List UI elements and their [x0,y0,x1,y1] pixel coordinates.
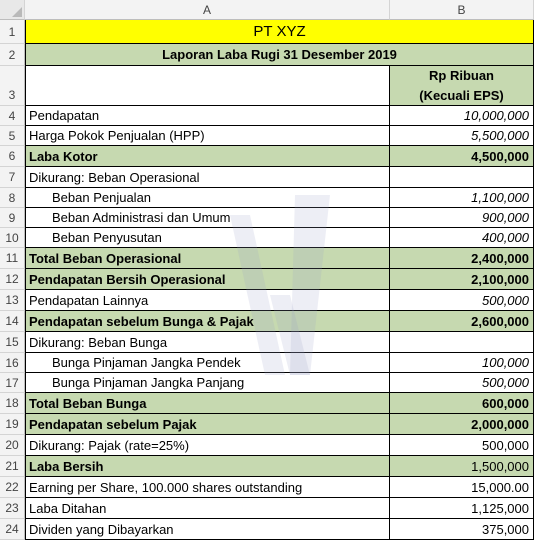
row-header[interactable]: 23 [0,498,25,519]
value-cell[interactable]: 100,000 [390,353,534,373]
table-row [25,106,534,126]
row-header[interactable]: 2 [0,44,25,66]
row-header[interactable]: 14 [0,311,25,332]
value-cell[interactable]: 500,000 [390,435,534,456]
table-row [25,248,534,269]
label-cell[interactable]: Pendapatan [25,106,390,126]
table-row [25,208,534,228]
value-cell[interactable] [390,332,534,353]
table-row [25,311,534,332]
row-header[interactable]: 15 [0,332,25,353]
label-cell[interactable]: Total Beban Operasional [25,248,390,269]
table-row [25,167,534,188]
row-header[interactable]: 5 [0,126,25,146]
value-cell[interactable]: 500,000 [390,290,534,311]
label-cell[interactable]: Beban Penjualan [25,188,390,208]
select-all-corner[interactable] [0,0,25,20]
row-header[interactable]: 1 [0,20,25,44]
table-row [25,126,534,146]
table-row [25,332,534,353]
table-row [25,66,534,106]
row-header[interactable]: 10 [0,228,25,248]
value-cell[interactable]: 600,000 [390,393,534,414]
row-header[interactable]: 18 [0,393,25,414]
row-header[interactable]: 17 [0,373,25,393]
table-row [25,188,534,208]
row-header[interactable]: 16 [0,353,25,373]
label-cell[interactable]: Dikurang: Pajak (rate=25%) [25,435,390,456]
label-cell[interactable]: Beban Administrasi dan Umum [25,208,390,228]
row-header[interactable]: 9 [0,208,25,228]
value-cell[interactable]: 400,000 [390,228,534,248]
label-cell[interactable]: Total Beban Bunga [25,393,390,414]
table-row [25,373,534,393]
select-all-icon [12,7,22,17]
value-cell[interactable]: 5,500,000 [390,126,534,146]
row-header[interactable]: 20 [0,435,25,456]
label-cell[interactable]: Dividen yang Dibayarkan [25,519,390,540]
label-cell[interactable]: Laba Ditahan [25,498,390,519]
row-header[interactable]: 21 [0,456,25,477]
value-cell[interactable]: 2,100,000 [390,269,534,290]
label-cell[interactable]: Pendapatan sebelum Bunga & Pajak [25,311,390,332]
unit-header-line2: (Kecuali EPS) [419,87,504,103]
unit-header-line1: Rp Ribuan [429,67,494,83]
table-row [25,20,534,44]
label-cell[interactable]: Earning per Share, 100.000 shares outstanding [25,477,390,498]
row-header[interactable]: 19 [0,414,25,435]
label-cell[interactable]: Laba Kotor [25,146,390,167]
company-title-cell[interactable]: PT XYZ [25,20,534,44]
value-cell[interactable]: 2,400,000 [390,248,534,269]
label-cell[interactable]: Bunga Pinjaman Jangka Pendek [25,353,390,373]
value-cell[interactable]: 2,600,000 [390,311,534,332]
label-cell[interactable]: Beban Penyusutan [25,228,390,248]
row-header[interactable]: 13 [0,290,25,311]
table-row [25,456,534,477]
value-cell[interactable]: 500,000 [390,373,534,393]
value-cell[interactable]: 4,500,000 [390,146,534,167]
value-cell[interactable]: 10,000,000 [390,106,534,126]
label-cell[interactable]: Laba Bersih [25,456,390,477]
label-cell[interactable]: Dikurang: Beban Bunga [25,332,390,353]
row-header[interactable]: 12 [0,269,25,290]
row-header[interactable]: 7 [0,167,25,188]
table-row [25,414,534,435]
row-header[interactable]: 6 [0,146,25,167]
value-cell[interactable]: 900,000 [390,208,534,228]
table-row [25,228,534,248]
column-header-a[interactable]: A [25,0,390,20]
label-cell[interactable]: Pendapatan sebelum Pajak [25,414,390,435]
value-cell[interactable]: 15,000.00 [390,477,534,498]
value-cell[interactable]: 1,500,000 [390,456,534,477]
table-row [25,290,534,311]
value-cell[interactable]: 2,000,000 [390,414,534,435]
value-cell[interactable] [390,167,534,188]
table-row [25,393,534,414]
cell-a3[interactable] [25,66,390,106]
label-cell[interactable]: Pendapatan Lainnya [25,290,390,311]
unit-header-cell[interactable] [390,66,534,106]
row-header[interactable]: 8 [0,188,25,208]
value-cell[interactable]: 375,000 [390,519,534,540]
label-cell[interactable]: Pendapatan Bersih Operasional [25,269,390,290]
row-header[interactable]: 24 [0,519,25,540]
table-row [25,498,534,519]
value-cell[interactable]: 1,100,000 [390,188,534,208]
label-cell[interactable]: Harga Pokok Penjualan (HPP) [25,126,390,146]
label-cell[interactable]: Dikurang: Beban Operasional [25,167,390,188]
row-header[interactable]: 3 [0,66,25,106]
row-header[interactable]: 22 [0,477,25,498]
table-row [25,44,534,66]
value-cell[interactable]: 1,125,000 [390,498,534,519]
table-row [25,519,534,540]
row-header[interactable]: 4 [0,106,25,126]
column-header-b[interactable]: B [390,0,534,20]
table-row [25,146,534,167]
label-cell[interactable]: Bunga Pinjaman Jangka Panjang [25,373,390,393]
report-subtitle-cell[interactable]: Laporan Laba Rugi 31 Desember 2019 [25,44,534,66]
row-header[interactable]: 11 [0,248,25,269]
table-row [25,435,534,456]
table-row [25,269,534,290]
table-row [25,353,534,373]
table-row [25,477,534,498]
